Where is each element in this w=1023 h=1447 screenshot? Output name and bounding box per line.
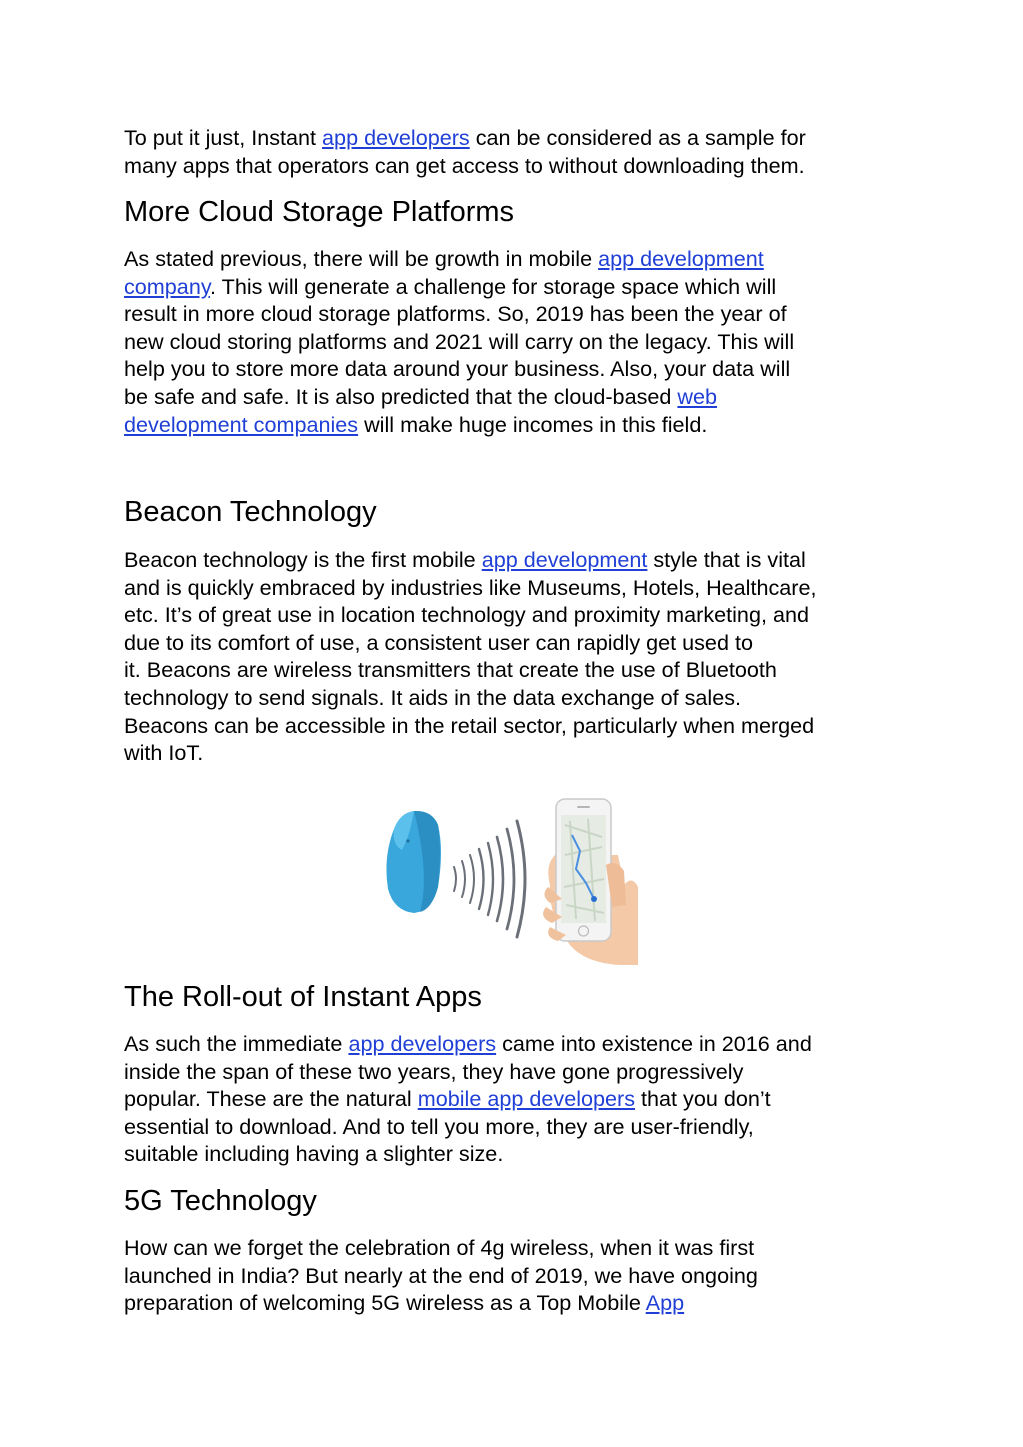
- text-run: be safe and safe. It is also predicted that the cloud-based: [124, 383, 678, 409]
- text-line: inside the span of these two years, they have gone progressively: [124, 1058, 744, 1084]
- web-development-companies-link[interactable]: web: [677, 383, 718, 409]
- beacon-device-icon: [386, 811, 441, 913]
- text-line: it. Beacons are wireless transmitters that create the use of Bluetooth: [124, 657, 777, 683]
- mobile-app-developers-link[interactable]: mobile app developers: [417, 1086, 636, 1112]
- text-run: . This will generate a challenge for storage space which will: [210, 273, 777, 299]
- text-line: [124, 124, 899, 152]
- text-run: preparation of welcoming 5G wireless as a Top Mobile: [124, 1290, 646, 1316]
- text-line: new cloud storing platforms and 2021 will carry on the legacy. This will: [124, 328, 795, 354]
- text-run: can be considered as a sample for: [469, 125, 806, 150]
- heading-5g-technology: 5G Technology: [124, 1185, 317, 1217]
- heading-beacon-technology: Beacon Technology: [124, 496, 377, 528]
- text-line: [124, 273, 899, 301]
- beacon-paragraph: [124, 546, 899, 767]
- text-run: As such the immediate: [124, 1031, 349, 1056]
- text-line: many apps that operators can get access to without downloading them.: [124, 152, 805, 178]
- text-line: essential to download. And to tell you more, they are user-friendly,: [124, 1113, 754, 1139]
- text-line: [124, 1085, 899, 1113]
- signal-waves-icon: [454, 821, 525, 937]
- text-line: launched in India? But nearly at the end of 2019, we have ongoing: [124, 1262, 758, 1288]
- text-run: As stated previous, there will be growth in mobile: [124, 246, 599, 271]
- top-mobile-app-link[interactable]: App: [645, 1290, 685, 1316]
- text-line: [124, 1030, 899, 1058]
- text-line: with IoT.: [124, 740, 204, 766]
- text-line: help you to store more data around your business. Also, your data will: [124, 356, 791, 382]
- text-run: that you don’t: [635, 1086, 771, 1112]
- text-run: style that is vital: [647, 547, 806, 572]
- app-developers-link-2[interactable]: app developers: [348, 1031, 497, 1056]
- text-line: [124, 1289, 899, 1317]
- text-line: [124, 383, 899, 411]
- text-line: etc. It’s of great use in location technology and proximity marketing, and: [124, 602, 809, 628]
- text-line: result in more cloud storage platforms. So, 2019 has been the year of: [124, 301, 787, 327]
- app-development-company-link-cont[interactable]: company: [124, 273, 211, 299]
- text-line: technology to send signals. It aids in the data exchange of sales.: [124, 684, 742, 710]
- web-development-companies-link-cont[interactable]: development companies: [124, 411, 359, 437]
- text-run: To put it just, Instant: [124, 125, 323, 150]
- text-line: [124, 546, 899, 574]
- beacon-illustration: [380, 795, 640, 965]
- intro-paragraph: [124, 124, 899, 179]
- 5g-paragraph: [124, 1234, 899, 1317]
- heading-cloud-storage: More Cloud Storage Platforms: [124, 196, 515, 228]
- heading-instant-apps: The Roll-out of Instant Apps: [124, 981, 482, 1013]
- phone-in-hand-icon: [543, 799, 638, 965]
- app-developers-link[interactable]: app developers: [322, 125, 470, 150]
- text-run: came into existence in 2016 and: [496, 1031, 812, 1056]
- text-line: [124, 245, 899, 273]
- text-run: will make huge incomes in this field.: [358, 411, 708, 437]
- cloud-storage-paragraph: [124, 245, 899, 438]
- text-line: [124, 411, 899, 439]
- app-development-company-link[interactable]: app development: [598, 246, 764, 271]
- text-line: suitable including having a slighter size.: [124, 1141, 504, 1167]
- text-line: and is quickly embraced by industries like Museums, Hotels, Healthcare,: [124, 574, 817, 600]
- text-line: Beacons can be accessible in the retail sector, particularly when merged: [124, 712, 815, 738]
- text-run: Beacon technology is the first mobile: [124, 547, 482, 572]
- text-line: due to its comfort of use, a consistent user can rapidly get used to: [124, 629, 753, 655]
- text-line: How can we forget the celebration of 4g wireless, when it was first: [124, 1235, 755, 1260]
- instant-apps-paragraph: [124, 1030, 899, 1168]
- text-run: popular. These are the natural: [124, 1086, 418, 1112]
- app-development-link[interactable]: app development: [481, 547, 648, 572]
